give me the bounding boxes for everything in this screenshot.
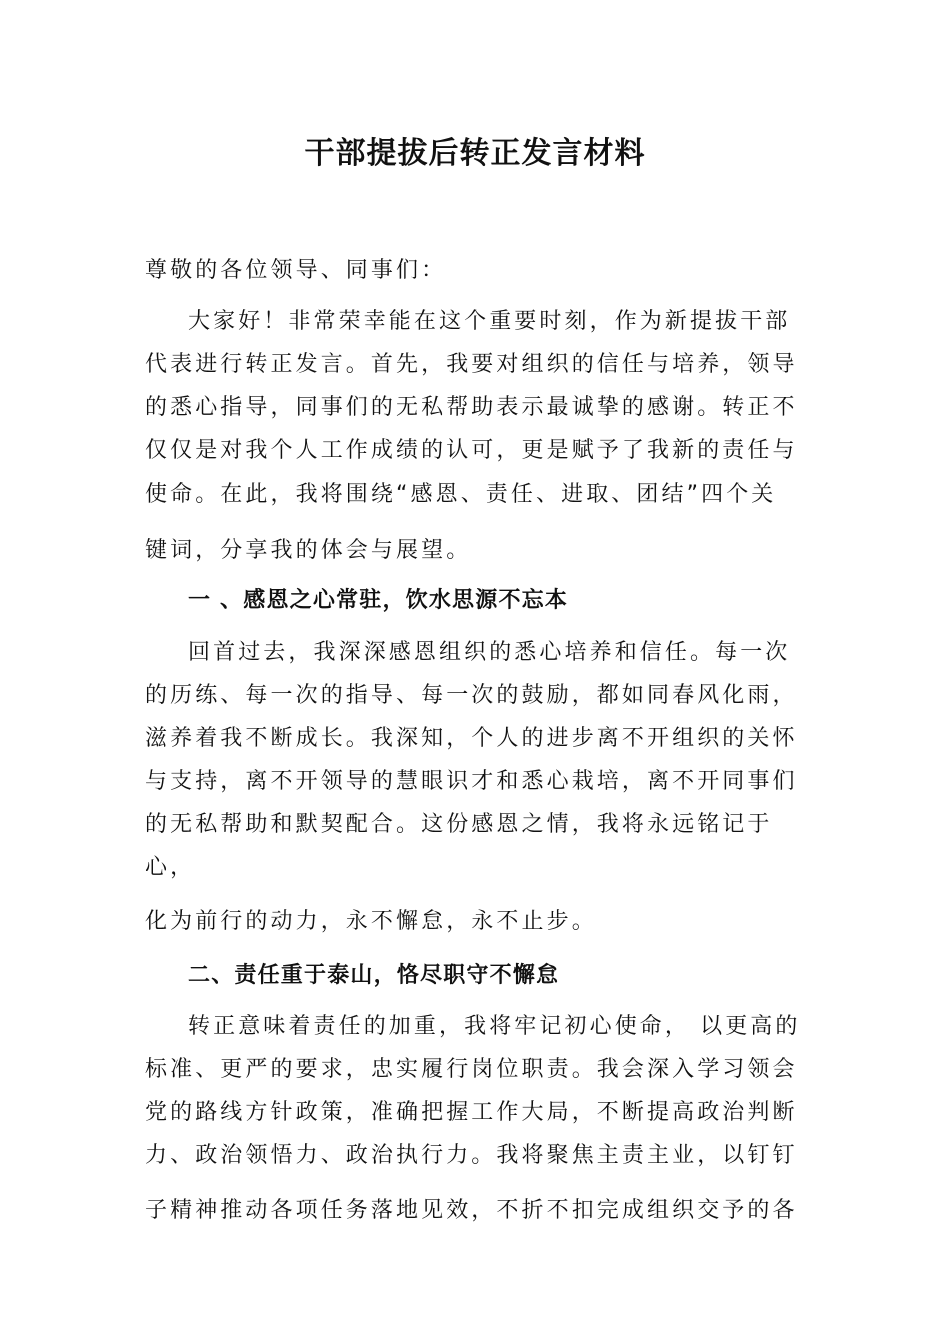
intro-line: 大家好！非常荣幸能在这个重要时刻，作为新提拔干部 bbox=[188, 309, 791, 334]
section-2-line: 力、政治领悟力、政治执行力。我将聚焦主责主业，以钉钉 bbox=[145, 1143, 798, 1168]
section-2-line: 党的路线方针政策，准确把握工作大局，不断提高政治判断 bbox=[145, 1100, 798, 1125]
section-1-line: 心， bbox=[145, 855, 196, 880]
section-1-line: 回首过去，我深深感恩组织的悉心培养和信任。每一次 bbox=[188, 640, 791, 665]
section-1-line: 化为前行的动力，永不懈怠，永不止步。 bbox=[145, 909, 597, 934]
intro-line: 键词，分享我的体会与展望。 bbox=[145, 538, 472, 563]
section-2-line: 子精神推动各项任务落地见效，不折不扣完成组织交予的各 bbox=[145, 1198, 798, 1223]
section-2-line: 标准、更严的要求，忠实履行岗位职责。我会深入学习领会 bbox=[145, 1057, 798, 1082]
document-title: 干部提拔后转正发言材料 bbox=[304, 136, 646, 171]
salutation: 尊敬的各位领导、同事们： bbox=[145, 258, 447, 283]
section-1-heading: 一 、感恩之心常驻，饮水思源不忘本 bbox=[188, 588, 569, 613]
intro-line: 使命。在此，我将围绕“感恩、责任、进取、团结”四个关 bbox=[145, 482, 777, 507]
section-2-heading: 二、责任重于泰山，恪尽职守不懈怠 bbox=[188, 963, 560, 988]
intro-line: 的悉心指导，同事们的无私帮助表示最诚挚的感谢。转正不 bbox=[145, 395, 798, 420]
intro-line: 仅仅是对我个人工作成绩的认可，更是赋予了我新的责任与 bbox=[145, 438, 798, 463]
section-1-line: 滋养着我不断成长。我深知，个人的进步离不开组织的关怀 bbox=[145, 726, 798, 751]
section-1-line: 的无私帮助和默契配合。这份感恩之情，我将永远铭记于 bbox=[145, 812, 773, 837]
section-1-line: 与支持，离不开领导的慧眼识才和悉心栽培，离不开同事们 bbox=[145, 769, 798, 794]
section-2-line: 转正意味着责任的加重，我将牢记初心使命， 以更高的 bbox=[188, 1014, 801, 1039]
intro-line: 代表进行转正发言。首先，我要对组织的信任与培养，领导 bbox=[145, 352, 798, 377]
section-1-line: 的历练、每一次的指导、每一次的鼓励，都如同春风化雨， bbox=[145, 683, 798, 708]
